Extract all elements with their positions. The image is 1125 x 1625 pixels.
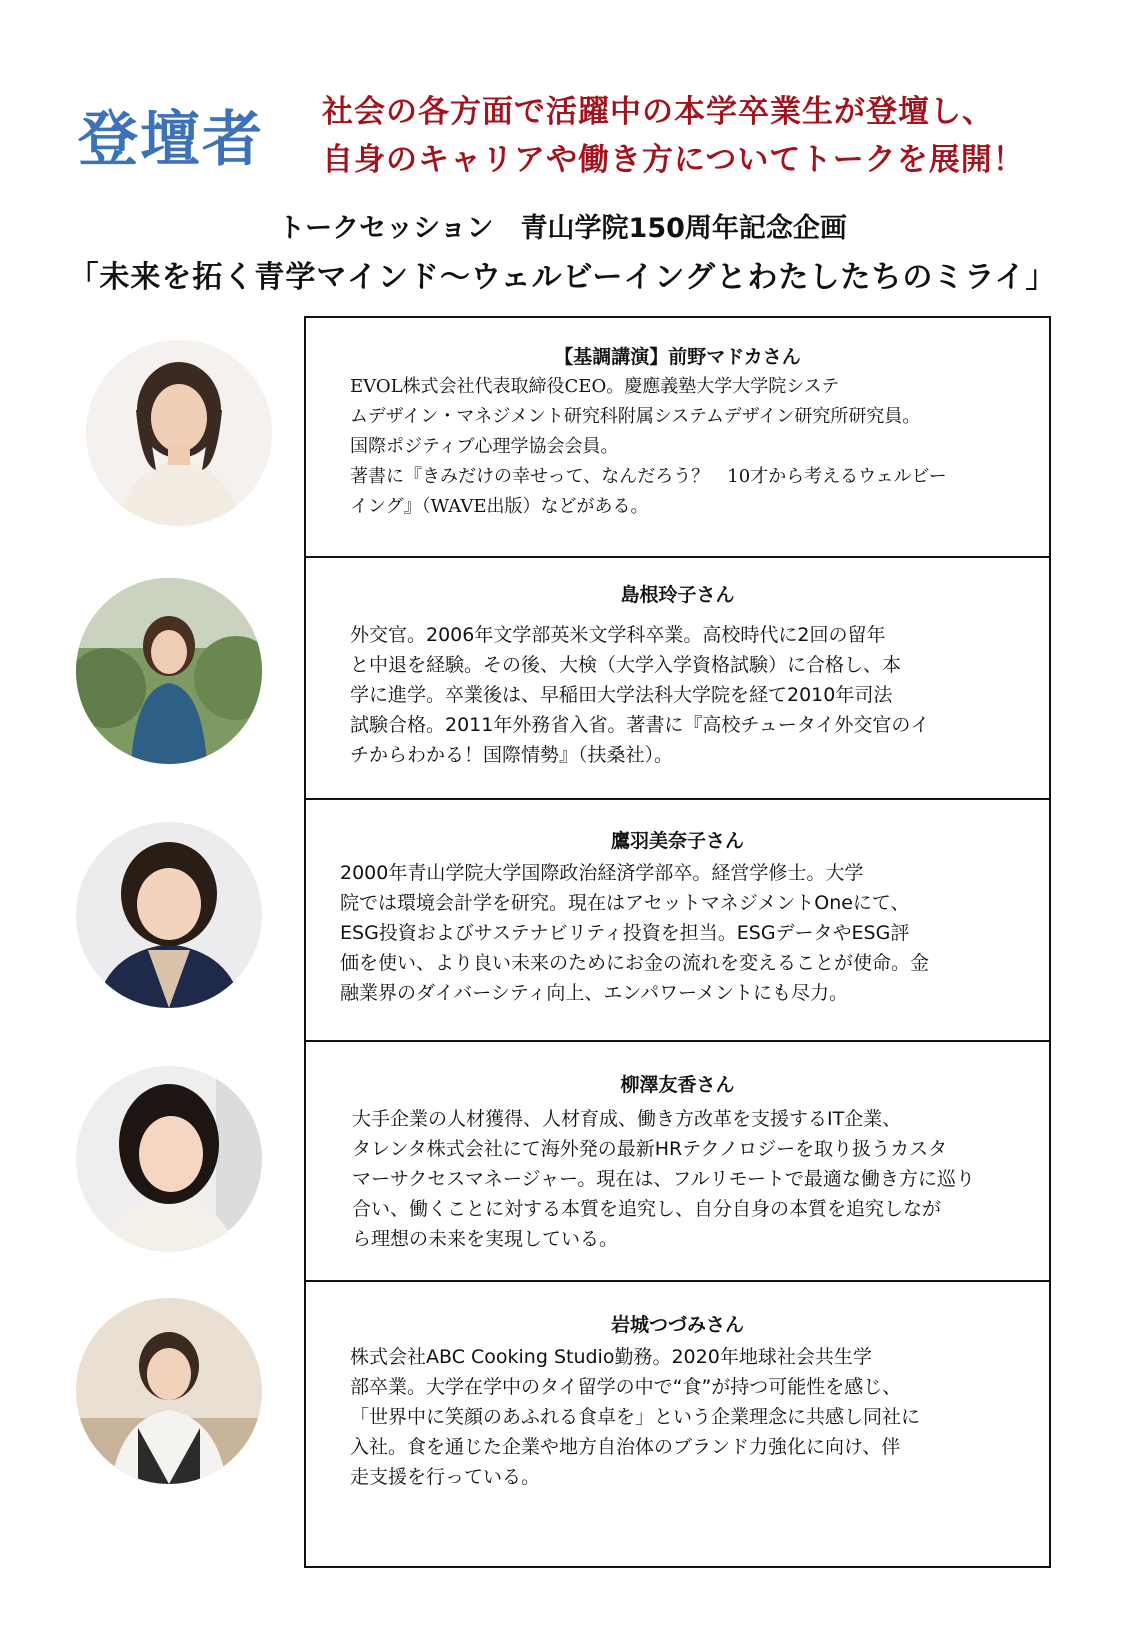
bio-line: 「世界中に笑顔のあふれる食卓を」という企業理念に共感し同社に xyxy=(350,1406,921,1428)
speaker-card-1 xyxy=(306,318,1049,558)
bio-line: 価を使い、より良い未来のためにお金の流れを変えることが使命。金 xyxy=(340,952,930,974)
speaker-photo-3 xyxy=(76,822,262,1008)
bio-line: 外交官。2006年文学部英米文学科卒業。高校時代に2回の留年 xyxy=(350,624,886,646)
speaker-card-2 xyxy=(306,558,1049,800)
speaker-name: 島根玲子さん xyxy=(620,584,735,606)
bio-line: 国際ポジティブ心理学協会会員。 xyxy=(350,436,619,457)
tagline-line-1: 社会の各方面で活躍中の本学卒業生が登壇し、 xyxy=(322,94,994,130)
bio-line: ESG投資およびサステナビリティ投資を担当。ESGデータやESG評 xyxy=(340,922,910,944)
speaker-bio xyxy=(350,620,1010,770)
speaker-photo-5 xyxy=(76,1298,262,1484)
speaker-name: 鷹羽美奈子さん xyxy=(610,830,744,852)
session-subtitle: トークセッション 青山学院150周年記念企画 xyxy=(278,213,847,244)
bio-line: 融業界のダイバーシティ向上、エンパワーメントにも尽力。 xyxy=(340,982,849,1004)
bio-line: 院では環境会計学を研究。現在はアセットマネジメントOneにて、 xyxy=(340,892,910,914)
speaker-card-3 xyxy=(306,800,1049,1042)
speaker-card-5 xyxy=(306,1282,1049,1566)
bio-line: 株式会社ABC Cooking Studio勤務。2020年地球社会共生学 xyxy=(350,1346,872,1368)
bio-line: 入社。食を通じた企業や地方自治体のブランド力強化に向け、伴 xyxy=(350,1436,901,1458)
speaker-bio xyxy=(350,1342,1010,1492)
bio-line: イング』（WAVE出版）などがある。 xyxy=(350,496,649,517)
bio-line: チからわかる！国際情勢』（扶桑社）。 xyxy=(350,744,674,766)
speaker-name: 岩城つづみさん xyxy=(610,1314,744,1336)
bio-line: 著書に『きみだけの幸せって、なんだろう？ 10才から考えるウェルビー xyxy=(350,466,947,487)
speaker-photo-4 xyxy=(76,1066,262,1252)
page-title: 登壇者 xyxy=(78,105,264,175)
bio-line: タレンタ株式会社にて海外発の最新HRテクノロジーを取り扱うカスタ xyxy=(352,1138,948,1160)
bio-line: 部卒業。大学在学中のタイ留学の中で“食”が持つ可能性を感じ、 xyxy=(350,1376,902,1398)
session-title: 「未来を拓く青学マインド～ウェルビーイングとわたしたちのミライ」 xyxy=(68,260,1057,295)
profile-table xyxy=(304,316,1051,1568)
tagline-line-2: 自身のキャリアや働き方についてトークを展開！ xyxy=(322,142,1025,178)
bio-line: 走支援を行っている。 xyxy=(350,1466,541,1488)
bio-line: 試験合格。2011年外務省入省。著書に『高校チュータイ外交官のイ xyxy=(350,714,930,736)
bio-line: と中退を経験。その後、大検（大学入学資格試験）に合格し、本 xyxy=(350,654,902,676)
bio-line: EVOL株式会社代表取締役CEO。慶應義塾大学大学院システ xyxy=(350,376,840,397)
speaker-bio xyxy=(350,372,1010,522)
speaker-photo-2 xyxy=(76,578,262,764)
speaker-photo-1 xyxy=(86,340,272,526)
speaker-name: 【基調講演】前野マドカさん xyxy=(554,346,801,368)
tagline xyxy=(322,88,1102,184)
bio-line: 合い、働くことに対する本質を追究し、自分自身の本質を追究しなが xyxy=(352,1198,942,1220)
bio-line: 2000年青山学院大学国際政治経済学部卒。経営学修士。大学 xyxy=(340,862,864,884)
speaker-bio xyxy=(340,858,1000,1008)
bio-line: 学に進学。卒業後は、早稲田大学法科大学院を経て2010年司法 xyxy=(350,684,893,706)
bio-line: ムデザイン・マネジメント研究科附属システムデザイン研究所研究員。 xyxy=(350,406,921,427)
bio-line: ら理想の未来を実現している。 xyxy=(352,1228,619,1250)
speaker-bio xyxy=(352,1104,1032,1254)
speaker-name: 柳澤友香さん xyxy=(620,1074,735,1096)
bio-line: 大手企業の人材獲得、人材育成、働き方改革を支援するIT企業、 xyxy=(352,1108,902,1130)
speaker-card-4 xyxy=(306,1042,1049,1282)
bio-line: マーサクセスマネージャー。現在は、フルリモートで最適な働き方に巡り xyxy=(352,1168,975,1190)
